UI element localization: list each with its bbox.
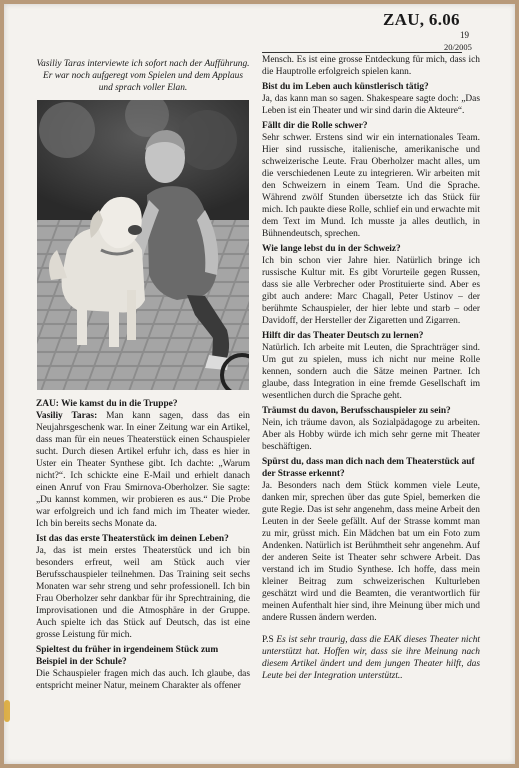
question-5: Fällt dir die Rolle schwer?	[262, 121, 368, 131]
publication-title: ZAU, 6.06	[383, 10, 460, 29]
photo-illustration	[37, 100, 249, 390]
header-rule	[262, 52, 462, 53]
question-9: Spürst du, dass man dich nach dem Theaterstück auf der Strasse erkennt?	[262, 457, 475, 479]
answer-5: Sehr schwer. Erstens sind wir ein internationales Team. Hier sind russische, italienische, amerikanische und schweizerische Leute. Frau Oberholzer macht alles, um die verschiedenen Leute zu integrieren. Wir arbeiten mit den Schweizern in einem Team. Und die Sprache. Während zwölf Stunden übersetzte ich das Stück für mich. Ich paukte diese Rolle, schlief ein und erwachte mit dem Text im Mund. Ich musste ja alles deutlich, in Bühnendeutsch, sprechen.	[262, 133, 480, 239]
postscript	[262, 634, 480, 682]
magazine-page	[4, 4, 515, 764]
answer-1-text: Man kann sagen, dass das ein Neujahrsgeschenk war. In einer Zeitung war ein Artikel, dass man für ein neues Theaterstück einen Schauspieler sucht. Durch diesen Artikel erfuhr ich, dass es hier in Uster ein Theater Synthese gibt. Ich dachte: „Warum nicht?“. Ich schickte eine E-Mail und erhielt danach einen Anruf von Frau Smirnova-Oberholzer. Sie sagte: „Du kannst kommen, wir probieren es aus.“ Die Probe war erfolgreich und ich fand mich im Theater wieder. Ich bin bereits sechs Monate da.	[36, 411, 250, 529]
issue-date: 20/2005	[444, 42, 472, 52]
speaker-name: Vasiliy Taras:	[36, 411, 98, 421]
question-3: Spieltest du früher in irgendeinem Stück zum Beispiel in der Schule?	[36, 645, 219, 667]
answer-8: Nein, ich träume davon, als Sozialpädagoge zu arbeiten. Aber als Hobby würde ich mich sehr gerne mit Theater beschäftigen.	[262, 418, 480, 452]
answer-3-continued: Mensch. Es ist eine grosse Entdeckung für mich, dass ich die Hauptrolle erfolgreich spielen kann.	[262, 55, 480, 77]
page-number: 19	[460, 30, 469, 40]
question-6: Wie lange lebst du in der Schweiz?	[262, 244, 401, 254]
answer-1	[36, 410, 250, 530]
question-1: ZAU: Wie kamst du in die Truppe?	[36, 399, 178, 409]
answer-4: Ja, das kann man so sagen. Shakespeare sagte doch: „Das Leben ist ein Theater und wir sind darin die Akteure“.	[262, 94, 480, 116]
answer-6: Ich bin schon vier Jahre hier. Natürlich bringe ich russische Kultur mit. Es gibt Vorurteile gegen Russen, dass sie alle Verbrecher oder Prostituierte sind. Aber es gibt auch andere: Marc Chagall, Peter Ustinov – der berühmte Schauspieler, der hier lebte und starb – oder Davidoff, der Hersteller der Zigaretten und Zigarren.	[262, 256, 480, 326]
page-edge-mark	[4, 700, 10, 722]
question-4: Bist du im Leben auch künstlerisch tätig?	[262, 82, 429, 92]
postscript-prefix: P.S	[262, 635, 274, 645]
question-2: Ist das das erste Theaterstück im deinen Leben?	[36, 534, 229, 544]
answer-9: Ja. Besonders nach dem Stück kommen viele Leute, danken mir, sprechen über das gute Spiel, bemerken die gute Regie. Das ist sehr angenehm, dass meine Arbeit den Leuten in der Seele gefällt. Auf der Strasse kommt man zu mir, grüsst mich. Ein Mädchen bat um ein Foto zum Andenken. Natürlich ist Berühmtheit sehr angenehm. Auf der anderen Seite ist Theater sehr schwere Arbeit. Das verstand ich im Studio Synthese. Ich hoffe, dass mein kleiner Beitrag zum schweizerischen Kulturleben geschätzt wird und die Beamten, die verantwortlich für meinen Aufenthalt hier sind, ihre Meinung über mich und andere Russen ändern werden.	[262, 481, 480, 623]
question-7: Hilft dir das Theater Deutsch zu lernen?	[262, 331, 424, 341]
answer-2: Ja, das ist mein erstes Theaterstück und ich bin besonders erfreut, weil am Stück auch vier Berufsschauspieler teilnehmen. Das Training seit sechs Monaten war sehr streng und sehr professionell. Ich bin Frau Oberholzer sehr dankbar für ihr Sprechtraining, die Improvisationen und die Atmosphäre in der Gruppe. Auch spielte ich das Stück auf Deutsch, das ist eine grosse Leistung für mich.	[36, 546, 250, 640]
interview-photo	[37, 100, 249, 390]
left-column	[36, 58, 250, 692]
right-column	[262, 54, 480, 682]
answer-7: Natürlich. Ich arbeite mit Leuten, die Sprachträger sind. Um gut zu spielen, muss ich nicht nur meine Rolle kennen, sondern auch die Sätze meinen Partner. Ich glaube, dass Integration in eine fremde Gesellschaft im wesentlichen durch die Sprache geht.	[262, 343, 480, 401]
postscript-text: Es ist sehr traurig, dass die EAK dieses Theater nicht unterstützt hat. Hoffen wir, dass sie ihre Meinung nach diesem Artikel ändert und dem jungen Theater hilft, das Leute bei der Integration unterstützt..	[262, 635, 480, 681]
question-8: Träumst du davon, Berufsschauspieler zu sein?	[262, 406, 451, 416]
photo-caption: Vasiliy Taras interviewte ich sofort nach der Aufführung. Er war noch aufgeregt vom Spielen und dem Applaus und sprach voller Elan.	[36, 59, 250, 93]
answer-3: Die Schauspieler fragen mich das auch. Ich glaube, das entspricht meiner Natur, meinem Charakter als offener	[36, 669, 250, 691]
